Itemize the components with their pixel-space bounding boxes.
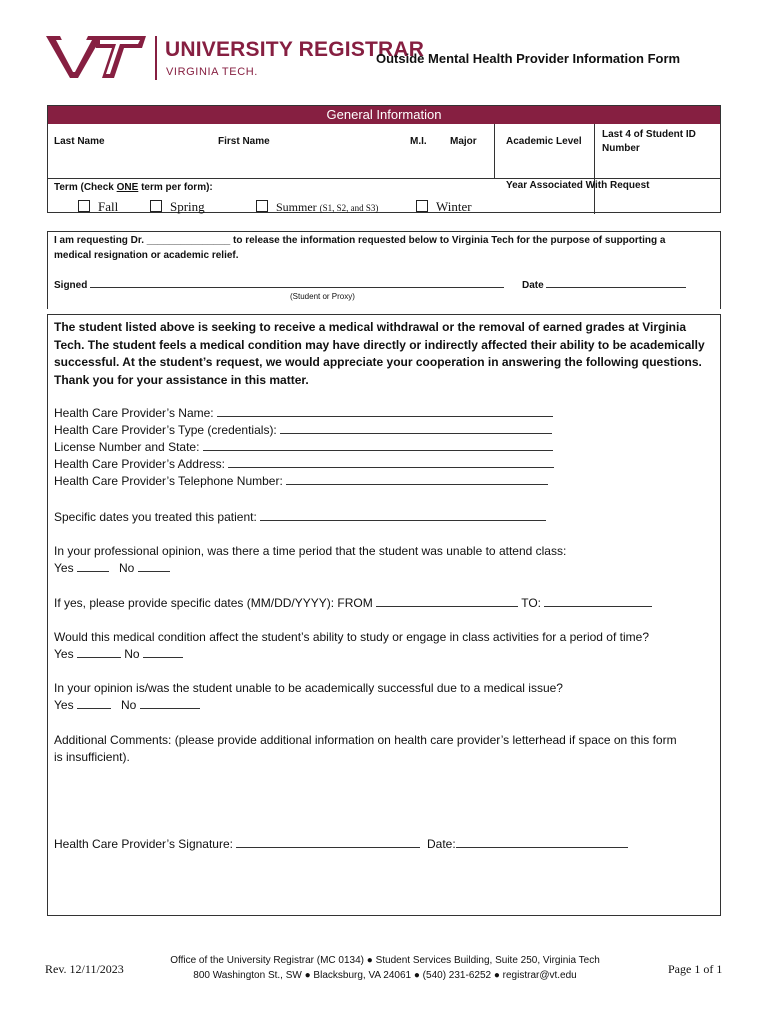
registrar-wordmark: UNIVERSITY REGISTRAR — [165, 38, 425, 61]
checkbox-icon[interactable] — [78, 200, 90, 212]
date-line[interactable] — [456, 837, 628, 848]
yes-line[interactable] — [77, 647, 121, 658]
from-line[interactable] — [376, 596, 518, 607]
term-label: Term (Check ONE term per form): — [54, 182, 213, 193]
answer-line[interactable] — [260, 510, 546, 521]
unable-to-attend-answer[interactable] — [54, 560, 170, 577]
signature-line[interactable] — [90, 277, 504, 288]
answer-line[interactable] — [228, 457, 554, 468]
divider — [48, 178, 720, 179]
last-name-field[interactable]: Last Name — [54, 136, 105, 147]
checkbox-icon[interactable] — [256, 200, 268, 212]
vt-logo — [44, 34, 148, 80]
year-field[interactable]: Year Associated With Request — [506, 180, 650, 191]
signature-note: (Student or Proxy) — [290, 292, 355, 301]
additional-comments-label — [54, 732, 718, 766]
major-field[interactable]: Major — [450, 136, 477, 147]
term-option-winter[interactable] — [416, 199, 472, 215]
student-id-last4-field[interactable] — [602, 128, 696, 156]
intro-paragraph: The student listed above is seeking to receive a medical withdrawal or the removal of earned grades at Virginia Tech. The student feels a medical condition may have directly or indirectly affected their ability to be academically successful. At the student’s request, we would appreciate your cooperation in answering the following questions. Thank you for your assistance in this matter. — [54, 320, 705, 387]
general-information-header: General Information — [48, 106, 720, 124]
date-range-field[interactable] — [54, 595, 652, 612]
no-line[interactable] — [143, 647, 183, 658]
date-label: Date — [522, 280, 544, 291]
provider-signature-field[interactable] — [54, 836, 628, 853]
dates-treated-field[interactable] — [54, 509, 546, 526]
office-line: 800 Washington St., SW ● Blacksburg, VA 24061 ● (540) 231-6252 ● registrar@vt.edu — [193, 970, 577, 981]
yes-label: Yes — [54, 698, 74, 712]
student-signature-field[interactable] — [54, 277, 504, 293]
field-label: Health Care Provider’s Type (credentials): — [54, 423, 277, 437]
yes-label: Yes — [54, 647, 74, 661]
question-academic-success: In your opinion is/was the student unable to be academically successful due to a medical issue? — [54, 681, 563, 695]
mi-field[interactable]: M.I. — [410, 136, 427, 147]
field-label: License Number and State: — [54, 440, 200, 454]
field-label: Specific dates you treated this patient: — [54, 510, 257, 524]
signed-label: Signed — [54, 280, 88, 291]
provider-type-field[interactable] — [54, 422, 552, 439]
additional-comments-area[interactable] — [54, 770, 714, 830]
virginia-tech-wordmark: VIRGINIA TECH. — [166, 66, 258, 78]
question-unable-to-attend: In your professional opinion, was there a time period that the student was unable to attend class: — [54, 544, 567, 558]
comments-line: Additional Comments: (please provide additional information on health care provider’s letterhead if space on this form — [54, 733, 677, 747]
field-label: Health Care Provider’s Name: — [54, 406, 214, 420]
term-option-label: Winter — [436, 199, 472, 214]
affect-study-answer[interactable] — [54, 646, 183, 663]
release-request-line: I am requesting Dr. _______________ to release the information requested below to Virginia Tech for the purpose of supporting a — [54, 235, 666, 246]
release-request-text — [54, 233, 718, 263]
field-label: Health Care Provider’s Signature: — [54, 837, 233, 851]
term-option-label: Summer (S1, S2, and S3) — [276, 200, 379, 214]
provider-address-field[interactable] — [54, 456, 554, 473]
field-label: If yes, please provide specific dates (MM/DD/YYYY): FROM — [54, 596, 373, 610]
field-label: Health Care Provider’s Address: — [54, 457, 225, 471]
term-option-summer[interactable] — [256, 199, 378, 215]
no-line[interactable] — [138, 561, 170, 572]
office-line: Office of the University Registrar (MC 0134) ● Student Services Building, Suite 250, Virginia Tech — [170, 955, 600, 966]
checkbox-icon[interactable] — [150, 200, 162, 212]
academic-success-answer[interactable] — [54, 697, 200, 714]
question-affect-study: Would this medical condition affect the student’s ability to study or engage in class activities for a period of time? — [54, 630, 649, 644]
date-label: Date: — [427, 837, 456, 851]
yes-line[interactable] — [77, 698, 111, 709]
no-label: No — [124, 647, 140, 661]
student-id-label-line1: Last 4 of Student ID — [602, 129, 696, 140]
provider-name-field[interactable] — [54, 405, 553, 422]
revision-date: Rev. 12/11/2023 — [45, 962, 124, 976]
term-option-label: Fall — [98, 199, 119, 214]
student-id-label-line2: Number — [602, 143, 640, 154]
signature-line[interactable] — [236, 837, 420, 848]
general-information-table — [47, 105, 721, 213]
divider — [594, 124, 595, 214]
academic-level-field[interactable]: Academic Level — [506, 136, 582, 147]
term-option-spring[interactable] — [150, 199, 205, 215]
answer-line[interactable] — [217, 406, 553, 417]
provider-phone-field[interactable] — [54, 473, 548, 490]
divider — [494, 124, 495, 178]
yes-label: Yes — [54, 561, 74, 575]
office-address — [150, 953, 620, 983]
license-field[interactable] — [54, 439, 553, 456]
page-number: Page 1 of 1 — [668, 962, 723, 976]
first-name-field[interactable]: First Name — [218, 136, 270, 147]
release-request-line: medical resignation or academic relief. — [54, 250, 239, 261]
answer-line[interactable] — [203, 440, 553, 451]
term-option-label: Spring — [170, 199, 205, 214]
date-line[interactable] — [546, 277, 686, 288]
no-label: No — [120, 698, 137, 712]
form-title: Outside Mental Health Provider Information Form — [376, 51, 681, 66]
yes-line[interactable] — [77, 561, 109, 572]
checkbox-icon[interactable] — [416, 200, 428, 212]
logo-divider — [155, 36, 157, 80]
student-date-field[interactable] — [522, 277, 686, 293]
answer-line[interactable] — [286, 474, 548, 485]
comments-line: is insufficient). — [54, 750, 130, 764]
to-line[interactable] — [544, 596, 652, 607]
to-label: TO: — [521, 596, 542, 610]
no-label: No — [118, 561, 135, 575]
term-option-fall[interactable] — [78, 199, 118, 215]
field-label: Health Care Provider’s Telephone Number: — [54, 474, 283, 488]
no-line[interactable] — [140, 698, 200, 709]
answer-line[interactable] — [280, 423, 552, 434]
